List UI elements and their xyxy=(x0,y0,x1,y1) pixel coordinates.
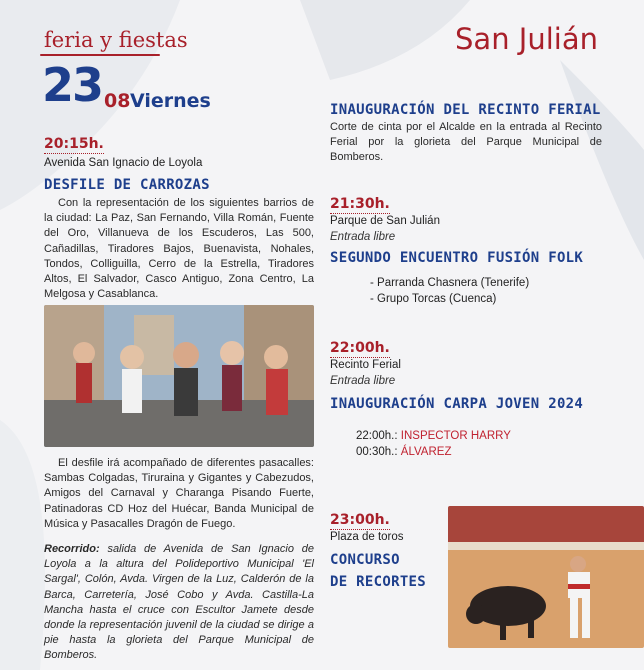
carpa-access: Entrada libre xyxy=(330,375,396,387)
route-text: salida de Avenida de San Ignacio de Loyola a la altura del Polideportivo Municipal 'El Sargal', Colón, Avda. Virgen de la Luz, Calderón de la Barca, Carretería, José Cobo y Avda. Castilla-La Mancha hasta el cruce con Escultor Jamete desde donde la representación juvenil de la ciudad se dirige a pie hasta la glorieta del Parque Municipal de Bomberos. xyxy=(44,543,314,662)
bullring-photo xyxy=(448,506,644,648)
header-place: San Julián xyxy=(455,22,598,56)
event-time: 20:15h. xyxy=(44,136,104,152)
route-label: Recorrido: xyxy=(44,543,100,555)
recortes-title-line1: CONCURSO xyxy=(330,552,400,568)
header-subtitle: feria y fiestas xyxy=(44,28,188,52)
parade-route xyxy=(44,542,314,664)
parade-photo xyxy=(44,305,314,447)
carpa-place: Recinto Ferial xyxy=(330,359,401,371)
recortes-title-line2: DE RECORTES xyxy=(330,574,427,590)
recortes-time: 23:00h. xyxy=(330,512,390,528)
inauguration-title: INAUGURACIÓN DEL RECINTO FERIAL xyxy=(330,102,601,118)
event-place: Avenida San Ignacio de Loyola xyxy=(44,157,203,169)
folk-time: 21:30h. xyxy=(330,196,390,212)
folk-item: - Parranda Chasnera (Tenerife) xyxy=(370,277,530,289)
schedule-artist: INSPECTOR HARRY xyxy=(400,430,511,442)
folk-access: Entrada libre xyxy=(330,231,396,243)
schedule-time: 00:30h.: xyxy=(356,446,398,458)
carpa-time: 22:00h. xyxy=(330,340,390,356)
schedule-artist: ÁLVAREZ xyxy=(400,446,452,458)
weekday: Viernes xyxy=(130,90,211,112)
folk-item: - Grupo Torcas (Cuenca) xyxy=(370,293,497,305)
recortes-place: Plaza de toros xyxy=(330,531,404,543)
inauguration-text: Corte de cinta por el Alcalde en la entrada al Recinto Ferial por la glorieta del Parque Municipal de Bomberos. xyxy=(330,121,602,164)
month-number: 08 xyxy=(104,90,131,112)
folk-title: SEGUNDO ENCUENTRO FUSIÓN FOLK xyxy=(330,250,584,266)
carpa-title: INAUGURACIÓN CARPA JOVEN 2024 xyxy=(330,396,584,412)
carpa-schedule-item xyxy=(356,446,451,458)
schedule-time: 22:00h.: xyxy=(356,430,398,442)
event-description: Con la representación de los siguientes barrios de la ciudad: La Paz, San Fernando, Villa Román, Fuente del Oro, Villanueva de los Escuderos, Las 500, Cañadillas, Tiradores Bajos, Buenavista, Nohales, Tondos, Colliguilla, Cerro de la Estrella, Tiradores Altos, El Salvador, Casco Antiguo, Zona Centro, La Melgosa y Casablanca. xyxy=(44,197,314,301)
parade-accompaniment: El desfile irá acompañado de diferentes pasacalles: Sambas Colgadas, Tiruraina y Gigantes y Cabezudos, Amigos del Carnaval y Charanga Pisando Fuerte, Patinadoras CD Hoz del Huécar, Banda Municipal de Música y Pasacalles Dragón de Fuego. xyxy=(44,457,314,530)
event-title: DESFILE DE CARROZAS xyxy=(44,177,210,193)
header-underline xyxy=(40,54,160,56)
folk-place: Parque de San Julián xyxy=(330,215,440,227)
day-number: 23 xyxy=(42,58,103,112)
carpa-schedule-item xyxy=(356,430,511,442)
